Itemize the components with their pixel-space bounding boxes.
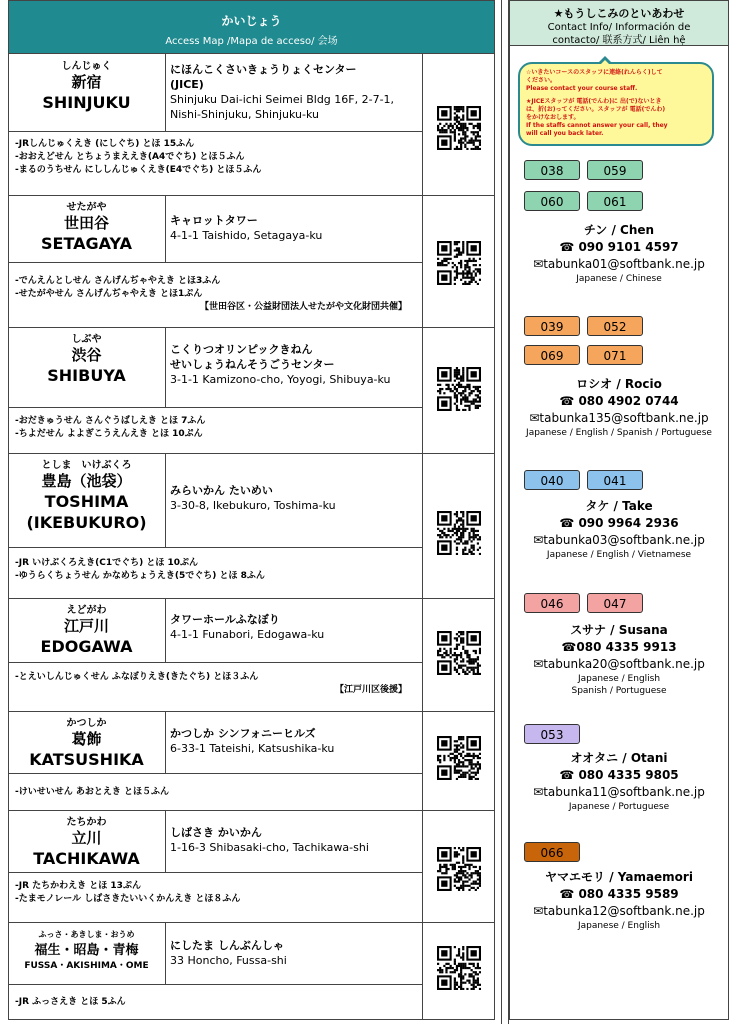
callout-note [518, 62, 714, 146]
contact-subtitle-2: contacto/ 联系方式/ Liên hệ [552, 35, 686, 46]
venue-building: みらいかん たいめい [170, 484, 273, 497]
venue-building-2: せいしょうねんそうごうセンター [170, 358, 335, 371]
venue-info [170, 483, 420, 513]
course-badge: 069 [524, 345, 580, 365]
venue-building: しばさき かいかん [170, 826, 262, 839]
venue-furigana: しんじゅく [61, 61, 112, 72]
course-badge: 061 [587, 191, 643, 211]
access-line: -たまモノレール しばさきたいいくかんえき とほ８ふん [15, 894, 241, 904]
contact-email[interactable]: ✉tabunka12@softbank.ne.jp [533, 904, 705, 918]
venue-building-2: (JICE) [170, 78, 204, 91]
access-line: -でんえんとしせん さんげんぢゃやえき とほ3ふん [15, 276, 221, 286]
venue-address: 3-1-1 Kamizono-cho, Yoyogi, Shibuya-ku [170, 373, 391, 386]
venue-furigana: えどがわ [66, 605, 107, 616]
venue-kanji: 新宿 [71, 73, 102, 91]
contact-email[interactable]: ✉tabunka11@softbank.ne.jp [533, 785, 705, 799]
venue-name-cell [8, 195, 166, 262]
venue-furigana: たちかわ [66, 817, 107, 828]
access-line: -JR いけぶくろえき(C1でぐち) とほ 10ぷん [15, 558, 199, 568]
header-subtitle: Access Map /Mapa de acceso/ 会场 [165, 36, 338, 47]
course-badge: 039 [524, 316, 580, 336]
contact-phone[interactable]: ☎ 080 4902 0744 [559, 394, 679, 408]
venue-setagaya [8, 195, 422, 327]
venue-katsushika [8, 711, 422, 810]
venue-name-cell [8, 54, 166, 131]
venue-address: 4-1-1 Funabori, Edogawa-ku [170, 628, 325, 641]
venue-fussa [8, 922, 422, 1020]
course-badge: 046 [524, 593, 580, 613]
venue-name-cell [8, 327, 166, 407]
venue-address: 33 Honcho, Fussa-shi [170, 954, 287, 967]
venue-info [170, 213, 420, 243]
course-badge: 047 [587, 593, 643, 613]
access-line: -JRしんじゅくえき (にしぐち) とほ 15ふん [15, 139, 195, 149]
venue-info [170, 62, 420, 122]
venue-kanji: 福生・昭島・青梅 [34, 943, 139, 958]
venue-building: こくりつオリンピックきねん [170, 343, 313, 356]
qr-code-icon[interactable] [437, 106, 481, 150]
venue-shibuya [8, 327, 422, 453]
course-badge: 066 [524, 842, 580, 862]
contact-name: チン / Chen [583, 223, 655, 237]
venue-roman: EDOGAWA [40, 637, 133, 656]
callout-line: ★JICEスタッフが 電話(でんわ)に 出(で)ないとき [526, 98, 662, 105]
venue-name-cell [8, 711, 166, 773]
contact-name: ロシオ / Rocio [576, 377, 662, 391]
venue-access [8, 557, 422, 583]
venue-name-cell [8, 453, 166, 547]
callout-line: Please contact your course staff. [526, 85, 638, 92]
venue-building: にしたま しんぶんしゃ [170, 939, 284, 952]
venue-address: Shinjuku Dai-ichi Seimei Bldg 16F, 2-7-1, [170, 93, 395, 106]
venue-access [8, 880, 422, 906]
contact-subtitle-1: Contact Info/ Información de [547, 22, 691, 33]
venue-building: キャロットタワー [170, 214, 258, 227]
contact-languages: Japanese / English / Spanish / Portuguese [526, 428, 712, 438]
contact-languages: Japanese / Chinese [576, 274, 662, 284]
venue-access [8, 275, 422, 314]
venue-name-cell [8, 598, 166, 662]
venue-furigana: かつしか [66, 718, 107, 729]
callout-line: をかけなおします。 [526, 114, 580, 121]
header-title: かいじょう [221, 14, 282, 28]
venue-info [170, 342, 420, 387]
qr-code-icon[interactable] [437, 946, 481, 990]
contact-phone[interactable]: ☎080 4335 9913 [561, 640, 677, 654]
course-badge: 040 [524, 470, 580, 490]
contact-header [509, 0, 729, 46]
callout-pointer-fill [599, 60, 611, 66]
venue-furigana: しぶや [71, 334, 102, 345]
qr-code-icon[interactable] [437, 241, 481, 285]
venue-roman: TOSHIMA [44, 492, 129, 511]
contact-phone[interactable]: ☎ 090 9101 4597 [559, 240, 679, 254]
venue-roman: FUSSA・AKISHIMA・OME [24, 961, 149, 971]
venue-info [170, 825, 420, 855]
contact-email[interactable]: ✉tabunka20@softbank.ne.jp [533, 657, 705, 671]
contact-email[interactable]: ✉tabunka03@softbank.ne.jp [533, 533, 705, 547]
contact-phone[interactable]: ☎ 080 4335 9805 [559, 768, 679, 782]
callout-line: ください。 [526, 77, 557, 84]
venue-roman: KATSUSHIKA [29, 750, 144, 769]
venue-furigana: せたがや [66, 202, 107, 213]
venue-note: 【江戸川区後援】 [334, 685, 407, 695]
access-line: -まるのうちせん にししんじゅくえき(E4でぐち) とほ５ふん [15, 165, 262, 175]
venue-toshima [8, 453, 422, 598]
callout-line: If the staffs cannot answer your call, they [526, 122, 668, 129]
venue-info [170, 726, 420, 756]
contact-email[interactable]: ✉tabunka135@softbank.ne.jp [529, 411, 709, 425]
course-badge: 071 [587, 345, 643, 365]
venue-info [170, 612, 420, 642]
contact-phone[interactable]: ☎ 090 9964 2936 [559, 516, 679, 530]
venue-access [8, 415, 422, 441]
venue-furigana: ふっさ・あきしま・おうめ [38, 930, 135, 939]
access-line: -JR ふっさえき とほ 5ふん [15, 997, 126, 1007]
contact-name: ヤマエモリ / Yamaemori [545, 870, 693, 884]
course-badge: 052 [587, 316, 643, 336]
venue-address: 1-16-3 Shibasaki-cho, Tachikawa-shi [170, 841, 369, 854]
access-line: -JR たちかわえき とほ 13ぷん [15, 881, 141, 891]
venue-edogawa [8, 598, 422, 711]
venue-address: 3-30-8, Ikebukuro, Toshima-ku [170, 499, 336, 512]
venue-furigana: としま いけぶくろ [41, 460, 132, 471]
access-line: -とえいしんじゅくせん ふなぼりえき(きたぐち) とほ３ふん [15, 672, 259, 682]
contact-title: ★もうしこみのといあわせ [553, 7, 685, 20]
access-line: -ちよだせん よよぎこうえんえき とほ 10ぷん [15, 429, 203, 439]
venue-kanji: 世田谷 [63, 214, 109, 232]
callout-line: は、折(お)ってください。スタッフが 電話(でんわ) [526, 106, 666, 113]
venue-kanji: 江戸川 [63, 617, 109, 635]
callout-line: will call you back later. [526, 130, 604, 137]
venue-name-cell [8, 922, 166, 984]
qr-code-icon[interactable] [437, 367, 481, 411]
venue-roman: SHINJUKU [42, 93, 131, 112]
qr-code-icon[interactable] [437, 631, 481, 675]
contact-languages: Japanese / English [577, 674, 661, 684]
venue-kanji: 渋谷 [71, 346, 102, 364]
access-map-header [8, 0, 495, 54]
callout-line: ☆いきたいコースのスタッフに連絡(れんらく)して [526, 69, 663, 76]
access-line: -ゆうらくちょうせん かなめちょうえき(5でぐち) とほ 8ふん [15, 571, 265, 581]
venue-address-2: Nishi-Shinjuku, Shinjuku-ku [170, 108, 320, 121]
venue-roman: SHIBUYA [47, 366, 126, 385]
contact-languages: Japanese / Portuguese [568, 802, 670, 812]
venue-kanji: 立川 [71, 829, 102, 847]
venue-access [8, 671, 422, 697]
contact-languages: Japanese / English / Vietnamese [546, 550, 692, 560]
access-line: -けいせいせん あおとえき とほ５ふん [15, 787, 170, 797]
venue-access [8, 786, 422, 799]
venue-kanji: 葛飾 [71, 730, 102, 748]
venue-access [8, 996, 422, 1009]
venue-building: タワーホールふなぼり [170, 613, 280, 626]
access-line: -おだきゅうせん さんぐうばしえき とほ 7ふん [15, 416, 206, 426]
qr-code-icon[interactable] [437, 511, 481, 555]
venue-roman-2: (IKEBUKURO) [26, 513, 147, 532]
venue-info [170, 938, 420, 968]
venue-roman: TACHIKAWA [33, 849, 140, 868]
contact-email[interactable]: ✉tabunka01@softbank.ne.jp [533, 257, 705, 271]
course-badge: 059 [587, 160, 643, 180]
contact-phone[interactable]: ☎ 080 4335 9589 [559, 887, 679, 901]
course-badge: 038 [524, 160, 580, 180]
venue-access [8, 138, 422, 177]
venue-kanji: 豊島（池袋） [41, 472, 132, 490]
venue-note: 【世田谷区・公益財団法人せたがや文化財団共催】 [199, 302, 407, 312]
venue-building: かつしか シンフォニーヒルズ [170, 727, 316, 740]
column-divider [501, 0, 509, 1024]
venue-shinjuku [8, 54, 422, 195]
contact-languages-2: Spanish / Portuguese [571, 686, 667, 696]
course-badge: 053 [524, 724, 580, 744]
access-line: -おおえどせん とちょうまええき(A4でぐち) とほ５ふん [15, 152, 245, 162]
venue-building: にほんこくさいきょうりょくセンター [170, 63, 357, 76]
qr-code-icon[interactable] [437, 847, 481, 891]
course-badge: 041 [587, 470, 643, 490]
qr-code-icon[interactable] [437, 736, 481, 780]
contact-languages: Japanese / English [577, 921, 661, 931]
venue-roman: SETAGAYA [41, 234, 132, 253]
contact-name: タケ / Take [585, 499, 653, 513]
contact-name: スサナ / Susana [570, 623, 668, 637]
venue-address: 6-33-1 Tateishi, Katsushika-ku [170, 742, 335, 755]
access-line: -せたがやせん さんげんぢゃやえき とほ1ぷん [15, 289, 203, 299]
venue-address: 4-1-1 Taishido, Setagaya-ku [170, 229, 323, 242]
contact-name: オオタニ / Otani [570, 751, 668, 765]
course-badge: 060 [524, 191, 580, 211]
venue-tachikawa [8, 810, 422, 922]
venue-name-cell [8, 810, 166, 872]
